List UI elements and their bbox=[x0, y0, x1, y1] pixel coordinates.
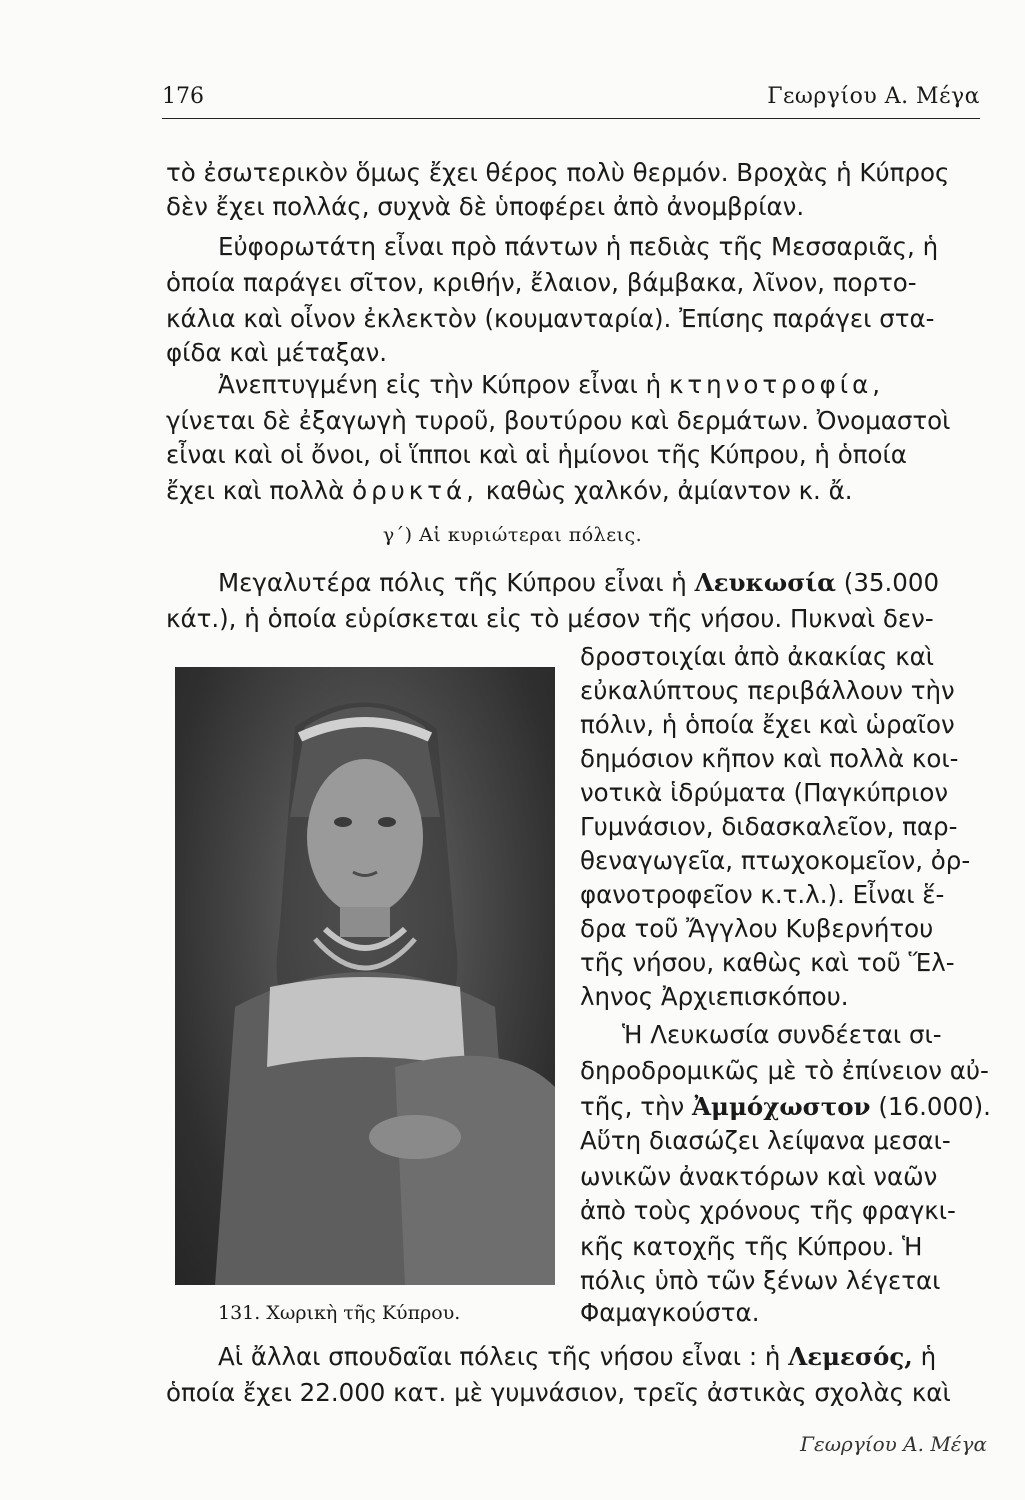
body-text: (16.000). bbox=[878, 1092, 991, 1121]
page-header bbox=[162, 84, 980, 118]
column-line: θεναγωγεῖα, πτωχοκομεῖον, ὀρ- bbox=[580, 846, 971, 875]
city-name-limassol: Λεμεσός, bbox=[788, 1342, 913, 1371]
column-line: Γυμνάσιον, διδασκαλεῖον, παρ- bbox=[580, 812, 958, 841]
body-text: ἡ bbox=[920, 1342, 937, 1371]
column-line: φανοτροφεῖον κ.τ.λ.). Εἶναι ἕ- bbox=[580, 880, 945, 909]
column-line: τῆς νήσου, καθὼς καὶ τοῦ Ἕλ- bbox=[580, 948, 955, 977]
spaced-term: κτηνοτροφία, bbox=[668, 370, 885, 399]
section-line: κάτ.), ἡ ὁποία εὑρίσκεται εἰς τὸ μέσον τῆς νήσου. Πυκναὶ δεν- bbox=[166, 604, 934, 633]
body-text: τῆς, τὴν bbox=[580, 1092, 685, 1121]
body-line bbox=[166, 474, 853, 508]
body-text: Μεγαλυτέρα πόλις τῆς Κύπρου εἶναι ἡ bbox=[218, 568, 687, 597]
column-line: Ἡ Λευκωσία συνδέεται σι- bbox=[622, 1020, 942, 1049]
city-name-nicosia: Λευκωσία bbox=[694, 568, 836, 597]
city-name-famagusta: Ἀμμόχωστον bbox=[692, 1092, 871, 1121]
column-line: ωνικῶν ἀνακτόρων καὶ ναῶν bbox=[580, 1162, 938, 1191]
body-text: καθὼς χαλκόν, ἀμίαντον κ. ἄ. bbox=[485, 476, 853, 505]
body-line: κάλια καὶ οἶνον ἐκλεκτὸν (κουμανταρία). Ἐπίσης παράγει στα- bbox=[166, 304, 935, 333]
spaced-term: ὀρυκτά, bbox=[352, 476, 478, 505]
final-line bbox=[218, 1340, 936, 1374]
author-signature: Γεωργίου Α. Μέγα bbox=[800, 1432, 987, 1456]
section-heading: γ΄) Αἱ κυριώτεραι πόλεις. bbox=[382, 524, 643, 546]
figure-photo bbox=[175, 667, 555, 1285]
body-line: εἶναι καὶ οἱ ὄνοι, οἱ ἵπποι καὶ αἱ ἡμίονοι τῆς Κύπρου, ἡ ὁποία bbox=[166, 440, 907, 469]
running-head: Γεωργίου Α. Μέγα bbox=[767, 84, 980, 109]
body-line: τὸ ἐσωτερικὸν ὅμως ἔχει θέρος πολὺ θερμόν. Βροχὰς ἡ Κύπρος bbox=[166, 158, 950, 187]
column-line: δρα τοῦ Ἄγγλου Κυβερνήτου bbox=[580, 914, 934, 943]
body-text: ἔχει καὶ πολλὰ bbox=[166, 476, 345, 505]
body-line: Εὐφορωτάτη εἶναι πρὸ πάντων ἡ πεδιὰς τῆς Μεσσαριᾶς, ἡ bbox=[218, 232, 939, 261]
body-line: φίδα καὶ μέταξαν. bbox=[166, 338, 388, 367]
body-text: Ἀνεπτυγμένη εἰς τὴν Κύπρον εἶναι ἡ bbox=[218, 370, 662, 399]
body-text: Αἱ ἄλλαι σπουδαῖαι πόλεις τῆς νήσου εἶναι : ἡ bbox=[218, 1342, 781, 1371]
body-line: ὁποία παράγει σῖτον, κριθήν, ἔλαιον, βάμβακα, λῖνον, πορτο- bbox=[166, 268, 917, 297]
figure-caption: 131. Χωρικὴ τῆς Κύπρου. bbox=[218, 1302, 461, 1324]
column-line: δροστοιχίαι ἀπὸ ἀκακίας καὶ bbox=[580, 642, 935, 671]
column-line: πόλις ὑπὸ τῶν ξένων λέγεται bbox=[580, 1266, 941, 1295]
column-line: πόλιν, ἡ ὁποία ἔχει καὶ ὡραῖον bbox=[580, 710, 955, 739]
header-rule bbox=[162, 118, 980, 119]
column-line: Φαμαγκούστα. bbox=[580, 1298, 760, 1327]
column-line bbox=[580, 1090, 991, 1124]
column-line: κῆς κατοχῆς τῆς Κύπρου. Ἡ bbox=[580, 1232, 923, 1261]
column-line: δηροδρομικῶς μὲ τὸ ἐπίνειον αὐ- bbox=[580, 1056, 989, 1085]
final-line: ὁποία ἔχει 22.000 κατ. μὲ γυμνάσιον, τρεῖς ἀστικὰς σχολὰς καὶ bbox=[166, 1378, 951, 1407]
column-line: ἀπὸ τοὺς χρόνους τῆς φραγκι- bbox=[580, 1196, 956, 1225]
page-number: 176 bbox=[162, 84, 204, 109]
column-line: ληνος Ἀρχιεπισκόπου. bbox=[580, 982, 849, 1011]
body-line: γίνεται δὲ ἐξαγωγὴ τυροῦ, βουτύρου καὶ δερμάτων. Ὀνομαστοὶ bbox=[166, 406, 951, 435]
column-line: εὐκαλύπτους περιβάλλουν τὴν bbox=[580, 676, 955, 705]
portrait-illustration bbox=[175, 667, 555, 1285]
column-line: νοτικὰ ἱδρύματα (Παγκύπριον bbox=[580, 778, 949, 807]
column-line: δημόσιον κῆπον καὶ πολλὰ κοι- bbox=[580, 744, 959, 773]
section-line bbox=[218, 566, 939, 600]
body-line: δὲν ἔχει πολλάς, συχνὰ δὲ ὑποφέρει ἀπὸ ἀνομβρίαν. bbox=[166, 192, 805, 221]
column-line: Αὕτη διασώζει λείψανα μεσαι- bbox=[580, 1126, 951, 1155]
body-text: (35.000 bbox=[843, 568, 940, 597]
body-line bbox=[218, 368, 884, 402]
